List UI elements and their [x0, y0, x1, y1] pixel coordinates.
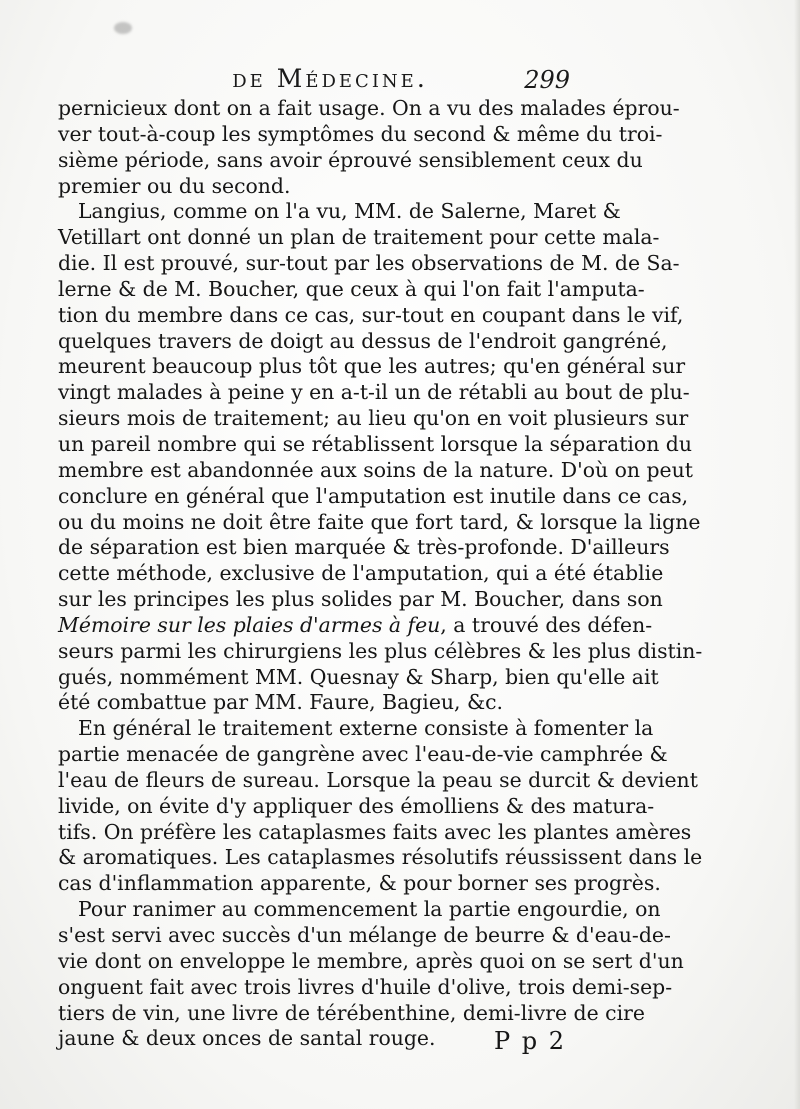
text-line: die. Il est prouvé, sur-tout par les observations de M. de Sa- — [58, 251, 680, 276]
text-line: jaune & deux onces de santal rouge. — [58, 1026, 436, 1051]
text-line: s'est servi avec succès d'un mélange de beurre & d'eau-de- — [58, 923, 671, 947]
text-line: lerne & de M. Boucher, que ceux à qui l'on fait l'amputa- — [58, 276, 645, 301]
text-line: ou du moins ne doit être faite que fort tard, & lorsque la ligne — [58, 509, 701, 534]
running-title: de Médecine. — [232, 64, 428, 93]
text-line: un pareil nombre qui se rétablissent lorsque la séparation du — [58, 431, 692, 456]
text-line: sième période, sans avoir éprouvé sensiblement ceux du — [58, 147, 643, 172]
text-line: vie dont on enveloppe le membre, après quoi on se sert d'un — [58, 948, 684, 973]
text-line-rest: , a trouvé des défen- — [440, 612, 653, 637]
text-line: partie menacée de gangrène avec l'eau-de-vie camphrée & — [58, 742, 668, 767]
text-line: tiers de vin, une livre de térébenthine, demi-livre de cire — [58, 1000, 645, 1025]
text-line: seurs parmi les chirurgiens les plus célèbres & les plus distin- — [58, 638, 703, 663]
text-line: quelques travers de doigt au dessus de l'endroit gangréné, — [58, 328, 668, 353]
text-line-with-italic-title — [58, 612, 653, 639]
text-line: cette méthode, exclusive de l'amputation, qui a été établie — [58, 561, 664, 586]
text-line: cas d'inflammation apparente, & pour borner ses progrès. — [58, 871, 661, 896]
text-line: En général le traitement externe consiste à fomenter la — [78, 716, 654, 741]
text-line: meurent beaucoup plus tôt que les autres; qu'en général sur — [58, 354, 686, 379]
text-line: tifs. On préfère les cataplasmes faits avec les plantes amères — [58, 819, 692, 844]
text-line: premier ou du second. — [58, 173, 291, 198]
text-line: vingt malades à peine y en a-t-il un de rétabli au bout de plu- — [58, 380, 690, 405]
text-line: sur les principes les plus solides par M. Boucher, dans son — [58, 587, 663, 612]
ink-smudge — [114, 22, 132, 34]
text-line: sieurs mois de traitement; au lieu qu'on en voit plusieurs sur — [58, 406, 689, 431]
text-line: l'eau de fleurs de sureau. Lorsque la peau se durcit & devient — [58, 767, 698, 792]
text-line: conclure en général que l'amputation est inutile dans ce cas, — [58, 483, 689, 508]
page-edge-shadow — [794, 0, 800, 1109]
text-line: gués, nommément MM. Quesnay & Sharp, bien qu'elle ait — [58, 664, 659, 689]
text-line: livide, on évite d'y appliquer des émolliens & des matura- — [58, 793, 655, 818]
text-line: de séparation est bien marquée & très-profonde. D'ailleurs — [58, 535, 670, 560]
text-line: tion du membre dans ce cas, sur-tout en coupant dans le vif, — [58, 302, 684, 327]
book-title-italic: Mémoire sur les plaies d'armes à feu — [58, 612, 441, 637]
text-line: été combattue par MM. Faure, Bagieu, &c. — [58, 690, 504, 715]
text-line: pernicieux dont on a fait usage. On a vu des malades éprou- — [58, 96, 680, 120]
body-text — [58, 96, 703, 1052]
text-line: Langius, comme on l'a vu, MM. de Salerne, Maret & — [78, 199, 621, 224]
text-line: Pour ranimer au commencement la partie engourdie, on — [78, 897, 661, 922]
text-line: membre est abandonnée aux soins de la nature. D'où on peut — [58, 457, 693, 482]
text-line: & aromatiques. Les cataplasmes résolutifs réussissent dans le — [58, 845, 703, 870]
page-number: 299 — [524, 66, 570, 94]
text-line: Vetillart ont donné un plan de traitement pour cette mala- — [58, 225, 660, 250]
signature-mark: P p 2 — [494, 1027, 567, 1055]
page-header — [170, 60, 570, 100]
text-line: ver tout-à-coup les symptômes du second & même du troi- — [58, 121, 663, 146]
text-line: onguent fait avec trois livres d'huile d'olive, trois demi-sep- — [58, 974, 673, 999]
